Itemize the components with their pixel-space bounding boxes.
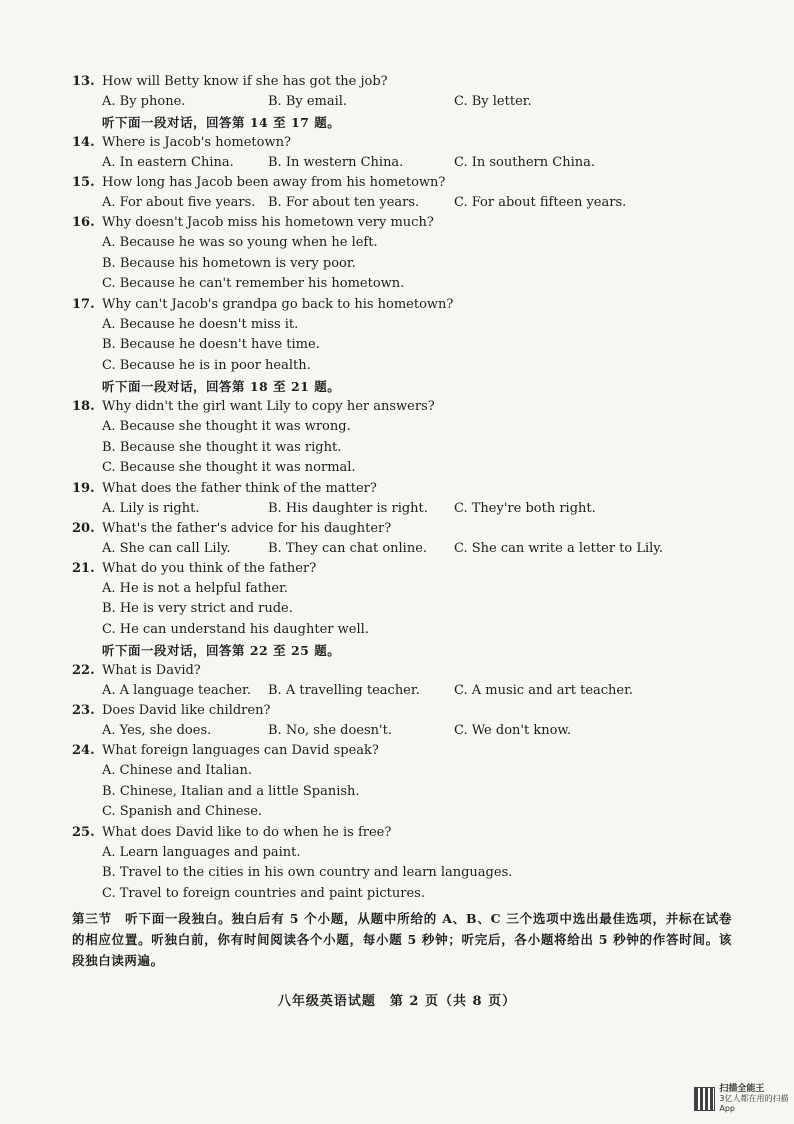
answer-option: A. He is not a helpful father. bbox=[102, 580, 289, 596]
question-number: 25. bbox=[72, 824, 95, 840]
answer-options bbox=[72, 315, 732, 377]
question-stem bbox=[72, 823, 732, 843]
answer-options bbox=[72, 193, 732, 213]
question-item bbox=[72, 397, 732, 479]
question-item bbox=[72, 173, 732, 213]
question-text: What foreign languages can David speak? bbox=[102, 743, 379, 758]
answer-options bbox=[72, 681, 732, 701]
question-item bbox=[72, 479, 732, 519]
question-number: 21. bbox=[72, 560, 95, 576]
question-stem bbox=[72, 173, 732, 193]
listening-instruction: 听下面一段对话，回答第 18 至 21 题。 bbox=[102, 379, 341, 394]
question-item bbox=[72, 213, 732, 295]
watermark-title: 扫描全能王 bbox=[719, 1084, 765, 1094]
answer-option: B. In western China. bbox=[268, 155, 404, 170]
question-text: Where is Jacob's hometown? bbox=[102, 135, 291, 150]
answer-option: C. A music and art teacher. bbox=[454, 683, 634, 698]
section-three-instructions: 第三节 听下面一段独白。独白后有 5 个小题，从题中所给的 A、B、C 三个选项中选出最佳选项，并标在试卷的相应位置。听独白前，你有时间阅读各个小题，每小题 5 秒钟；听完后，各小题将给出 5 秒钟的作答时间。该段独白读两遍。 bbox=[72, 911, 732, 968]
question-text: What does David like to do when he is free? bbox=[102, 824, 392, 840]
watermark-text bbox=[719, 1084, 794, 1114]
question-stem bbox=[72, 701, 732, 721]
answer-options bbox=[72, 233, 732, 295]
question-text: Does David like children? bbox=[102, 703, 271, 718]
question-text: Why can't Jacob's grandpa go back to his hometown? bbox=[102, 296, 454, 312]
answer-option: B. Chinese, Italian and a little Spanish. bbox=[102, 783, 360, 799]
answer-option: B. For about ten years. bbox=[268, 195, 420, 210]
answer-option: C. For about fifteen years. bbox=[454, 195, 627, 210]
answer-option: B. By email. bbox=[268, 94, 348, 109]
question-number: 13. bbox=[72, 74, 95, 89]
answer-option: B. A travelling teacher. bbox=[268, 683, 420, 698]
answer-option: A. Because he was so young when he left. bbox=[102, 235, 378, 250]
answer-options bbox=[72, 539, 732, 559]
answer-options bbox=[72, 843, 732, 905]
listening-instruction: 听下面一段对话，回答第 22 至 25 题。 bbox=[102, 643, 341, 658]
scanner-watermark bbox=[694, 1084, 794, 1114]
question-number: 17. bbox=[72, 296, 95, 312]
answer-option: A. Yes, she does. bbox=[102, 723, 212, 738]
answer-option: C. Spanish and Chinese. bbox=[102, 804, 263, 819]
answer-options bbox=[72, 153, 732, 173]
answer-option: B. Because she thought it was right. bbox=[102, 439, 342, 455]
question-item bbox=[72, 559, 732, 641]
answer-option: A. A language teacher. bbox=[102, 683, 251, 698]
answer-option: B. They can chat online. bbox=[268, 540, 428, 556]
answer-option: C. By letter. bbox=[454, 94, 532, 109]
question-item bbox=[72, 661, 732, 701]
question-text: How long has Jacob been away from his hometown? bbox=[102, 175, 446, 190]
answer-option: A. Because she thought it was wrong. bbox=[102, 419, 351, 434]
question-text: Why didn't the girl want Lily to copy her answers? bbox=[102, 399, 435, 414]
listening-instruction: 听下面一段对话，回答第 14 至 17 题。 bbox=[102, 115, 341, 130]
answer-option: B. No, she doesn't. bbox=[268, 723, 392, 738]
question-number: 19. bbox=[72, 480, 95, 496]
answer-option: C. She can write a letter to Lily. bbox=[454, 540, 664, 556]
question-item bbox=[72, 701, 732, 741]
answer-option: B. His daughter is right. bbox=[268, 500, 428, 516]
question-stem bbox=[72, 397, 732, 417]
answer-option: A. Chinese and Italian. bbox=[102, 763, 252, 778]
question-item bbox=[72, 519, 732, 559]
answer-option: C. Because she thought it was normal. bbox=[102, 460, 356, 475]
answer-option: A. By phone. bbox=[102, 94, 186, 109]
question-item bbox=[72, 741, 732, 823]
answer-option: B. Travel to the cities in his own country and learn languages. bbox=[102, 865, 513, 880]
question-stem bbox=[72, 72, 732, 92]
question-number: 16. bbox=[72, 215, 95, 230]
answer-options bbox=[72, 761, 732, 823]
answer-option: C. He can understand his daughter well. bbox=[102, 621, 369, 637]
answer-option: A. She can call Lily. bbox=[102, 540, 231, 556]
question-stem bbox=[72, 213, 732, 233]
question-item bbox=[72, 72, 732, 112]
question-number: 22. bbox=[72, 663, 95, 678]
question-text: Why doesn't Jacob miss his hometown very much? bbox=[102, 215, 434, 230]
answer-options bbox=[72, 721, 732, 741]
question-item bbox=[72, 295, 732, 377]
answer-option: B. He is very strict and rude. bbox=[102, 601, 293, 616]
question-list bbox=[72, 72, 732, 971]
answer-option: C. Because he can't remember his hometown. bbox=[102, 276, 405, 291]
question-number: 24. bbox=[72, 743, 95, 758]
answer-option: A. In eastern China. bbox=[102, 155, 234, 170]
question-text: How will Betty know if she has got the job? bbox=[102, 74, 388, 89]
answer-option: A. Learn languages and paint. bbox=[102, 844, 301, 860]
answer-option: A. For about five years. bbox=[102, 195, 256, 210]
question-number: 15. bbox=[72, 175, 95, 190]
answer-options bbox=[72, 499, 732, 519]
question-number: 23. bbox=[72, 703, 95, 718]
question-item bbox=[72, 133, 732, 173]
answer-option: B. Because he doesn't have time. bbox=[102, 337, 320, 352]
answer-option: C. In southern China. bbox=[454, 155, 596, 170]
question-text: What does the father think of the matter? bbox=[102, 480, 377, 496]
question-stem bbox=[72, 661, 732, 681]
question-stem bbox=[72, 295, 732, 315]
answer-option: C. They're both right. bbox=[454, 500, 596, 516]
question-stem bbox=[72, 519, 732, 539]
question-text: What do you think of the father? bbox=[102, 560, 317, 576]
question-stem bbox=[72, 479, 732, 499]
question-text: What is David? bbox=[102, 663, 201, 678]
answer-option: C. Because he is in poor health. bbox=[102, 357, 311, 373]
question-number: 18. bbox=[72, 399, 95, 414]
answer-options bbox=[72, 417, 732, 479]
answer-options bbox=[72, 579, 732, 641]
question-number: 14. bbox=[72, 135, 95, 150]
question-stem bbox=[72, 559, 732, 579]
answer-options bbox=[72, 92, 732, 112]
answer-option: C. Travel to foreign countries and paint pictures. bbox=[102, 885, 425, 901]
qr-code-icon bbox=[694, 1087, 715, 1111]
page-footer: 八年级英语试题 第 2 页（共 8 页） bbox=[277, 994, 517, 1009]
watermark-subtitle: 3亿人都在用的扫描App bbox=[719, 1094, 789, 1113]
answer-option: C. We don't know. bbox=[454, 723, 572, 738]
question-stem bbox=[72, 133, 732, 153]
answer-option: A. Lily is right. bbox=[102, 500, 200, 516]
question-stem bbox=[72, 741, 732, 761]
question-number: 20. bbox=[72, 520, 95, 536]
answer-option: A. Because he doesn't miss it. bbox=[102, 316, 299, 332]
question-text: What's the father's advice for his daughter? bbox=[102, 520, 392, 536]
answer-option: B. Because his hometown is very poor. bbox=[102, 255, 356, 271]
question-item bbox=[72, 823, 732, 905]
